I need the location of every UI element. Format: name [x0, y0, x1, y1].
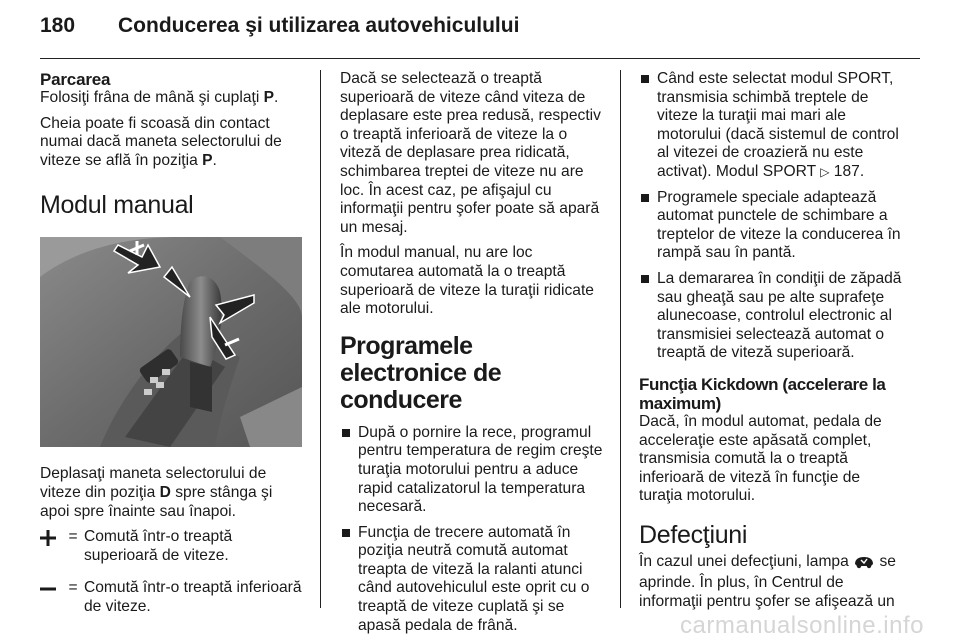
upshift-definition: [40, 528, 306, 565]
list-item: Funcţia de trecere automată în poziţia neutră comută automat treapta de viteză la ralanti atunci când autovehiculul este oprit cu o treaptă de viteze cuplată şi se apasă pedala de frână.: [340, 524, 604, 636]
column-3: [639, 70, 905, 619]
list-item: Programele speciale adaptează automat punctele de schimbare a treptelor de viteze la conducerea în rampă sau în pantă.: [639, 189, 905, 263]
list-item: Când este selectat modul SPORT, transmisia schimbă treptele de viteze la turaţii mai mari ale motorului (dacă sistemul de control al vitezei de croazieră nu este activat). Modul SPORT ▷ 187.: [639, 70, 905, 182]
column-divider-2: [620, 70, 621, 608]
downshift-definition: [40, 579, 306, 616]
faults-paragraph: În cazul unei defecţiuni, lampa se aprinde. În plus, în Centrul de informaţii pentru şofer se afişează un: [639, 552, 896, 611]
driving-programs-list: [340, 424, 604, 636]
column-2: [340, 70, 604, 642]
manual-mode-heading: Modul manual: [40, 191, 194, 220]
driving-programs-list-continued: [639, 70, 905, 363]
no-auto-upshift-paragraph: În modul manual, nu are loc comutarea automată la o treaptă superioară de viteze la turaţii ridicate ale motorului.: [340, 244, 594, 318]
downshift-text: Comută într-o treaptă inferioară de viteze.: [84, 579, 302, 615]
transmission-lamp-icon: [853, 555, 875, 575]
minus-symbol-icon: [40, 579, 62, 597]
column-divider-1: [320, 70, 321, 608]
kickdown-heading: Funcţia Kickdown (accelerare la maximum): [639, 374, 886, 413]
plus-symbol-icon: [40, 528, 62, 546]
upshift-text: Comută într-o treaptă superioară de viteze.: [84, 528, 233, 564]
page-number: 180: [40, 14, 76, 37]
parking-paragraph-2: Cheia poate fi scoasă din contact numai dacă maneta selectorului de viteze se află în poziţia P.: [40, 114, 282, 169]
parking-paragraph-1: Folosiţi frâna de mână şi cuplaţi P.: [40, 89, 279, 106]
equals-sign: =: [68, 528, 78, 546]
list-item: După o pornire la rece, programul pentru temperatura de regim creşte turaţia motorului pentru a aduce rapid catalizatorul la temperatura necesară.: [340, 424, 604, 517]
driving-programs-heading: Programele electronice de conducere: [340, 331, 502, 414]
faults-heading: Defecţiuni: [639, 520, 748, 549]
equals-sign: =: [68, 579, 78, 597]
chapter-title: Conducerea şi utilizarea autovehiculului: [118, 14, 520, 37]
column-1: [40, 70, 306, 631]
gear-selector-illustration: [40, 237, 302, 447]
ref-arrow-icon: ▷: [820, 164, 830, 179]
header-divider: [40, 58, 920, 59]
move-selector-paragraph: Deplasaţi maneta selectorului de viteze din poziţia D spre stânga şi apoi spre înainte sau înapoi.: [40, 465, 273, 520]
kickdown-paragraph: Dacă, în modul automat, pedala de acceleraţie este apăsată complet, transmisia comută la o treaptă inferioară de viteză în funcţie de turaţia motorului.: [639, 412, 882, 505]
watermark: carmanualsonline.info: [680, 612, 924, 639]
parking-heading: Parcarea: [40, 70, 111, 89]
page-header: [40, 14, 920, 44]
page-reference-link[interactable]: 187.: [833, 162, 865, 180]
shift-refused-paragraph: Dacă se selectează o treaptă superioară de viteze când viteza de deplasare este prea redusă, respectiv o treaptă inferioară de viteze la o viteză de deplasare prea ridicată, schimbarea treptei de viteze nu are loc. În acest caz, pe afişajul cu informaţii pentru şofer poate să apară un mesaj.: [340, 70, 601, 236]
list-item: La demararea în condiţii de zăpadă sau gheaţă sau pe alte suprafeţe alunecoase, controlul electronic al transmisiei selectează automat o treaptă de viteză superioară.: [639, 270, 905, 363]
